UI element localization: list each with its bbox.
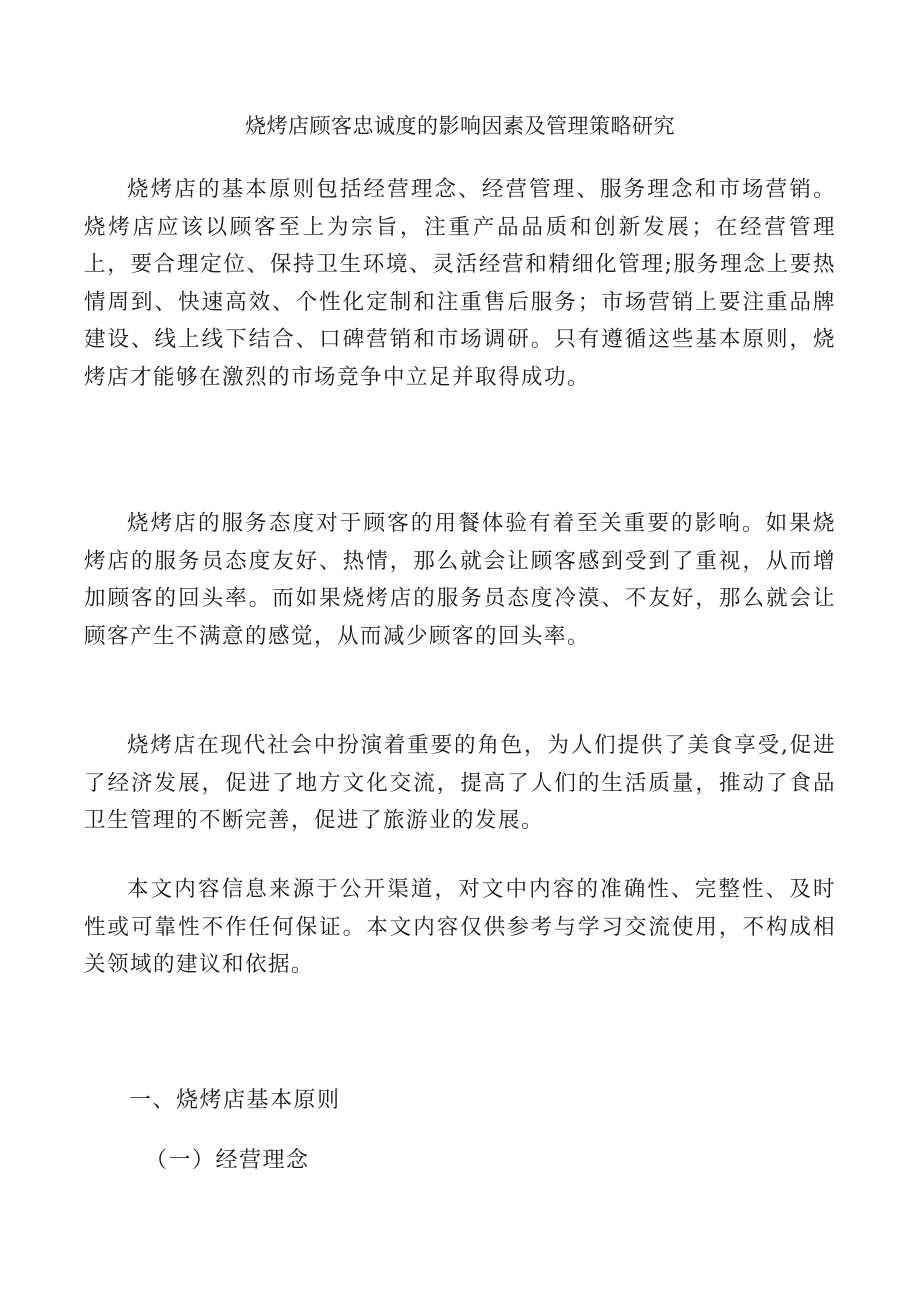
- paragraph-basic-principles: 烧烤店的基本原则包括经营理念、经营管理、服务理念和市场营销。烧烤店应该以顾客至上为宗旨，注重产品品质和创新发展；在经营管理上，要合理定位、保持卫生环境、灵活经营和精细化管理;服务理念上要热情周到、快速高效、个性化定制和注重售后服务；市场营销上要注重品牌建设、线上线下结合、口碑营销和市场调研。只有遵循这些基本原则，烧烤店才能够在激烈的市场竞争中立足并取得成功。: [84, 177, 836, 390]
- paragraph-social-role: 烧烤店在现代社会中扮演着重要的角色，为人们提供了美食享受,促进了经济发展，促进了地方文化交流，提高了人们的生活质量，推动了食品卫生管理的不断完善，促进了旅游业的发展。: [84, 733, 836, 834]
- subsection-heading: （一）经营理念: [145, 1148, 310, 1173]
- document-title: 烧烤店顾客忠诚度的影响因素及管理策略研究: [245, 114, 675, 138]
- paragraph-disclaimer: 本文内容信息来源于公开渠道，对文中内容的准确性、完整性、及时性或可靠性不作任何保证。本文内容仅供参考与学习交流使用，不构成相关领域的建议和依据。: [84, 877, 836, 978]
- section-heading: 一、烧烤店基本原则: [129, 1088, 341, 1113]
- paragraph-service-attitude: 烧烤店的服务态度对于顾客的用餐体验有着至关重要的影响。如果烧烤店的服务员态度友好、热情，那么就会让顾客感到受到了重视，从而增加顾客的回头率。而如果烧烤店的服务员态度冷漠、不友好，那么就会让顾客产生不满意的感觉，从而减少顾客的回头率。: [84, 511, 836, 649]
